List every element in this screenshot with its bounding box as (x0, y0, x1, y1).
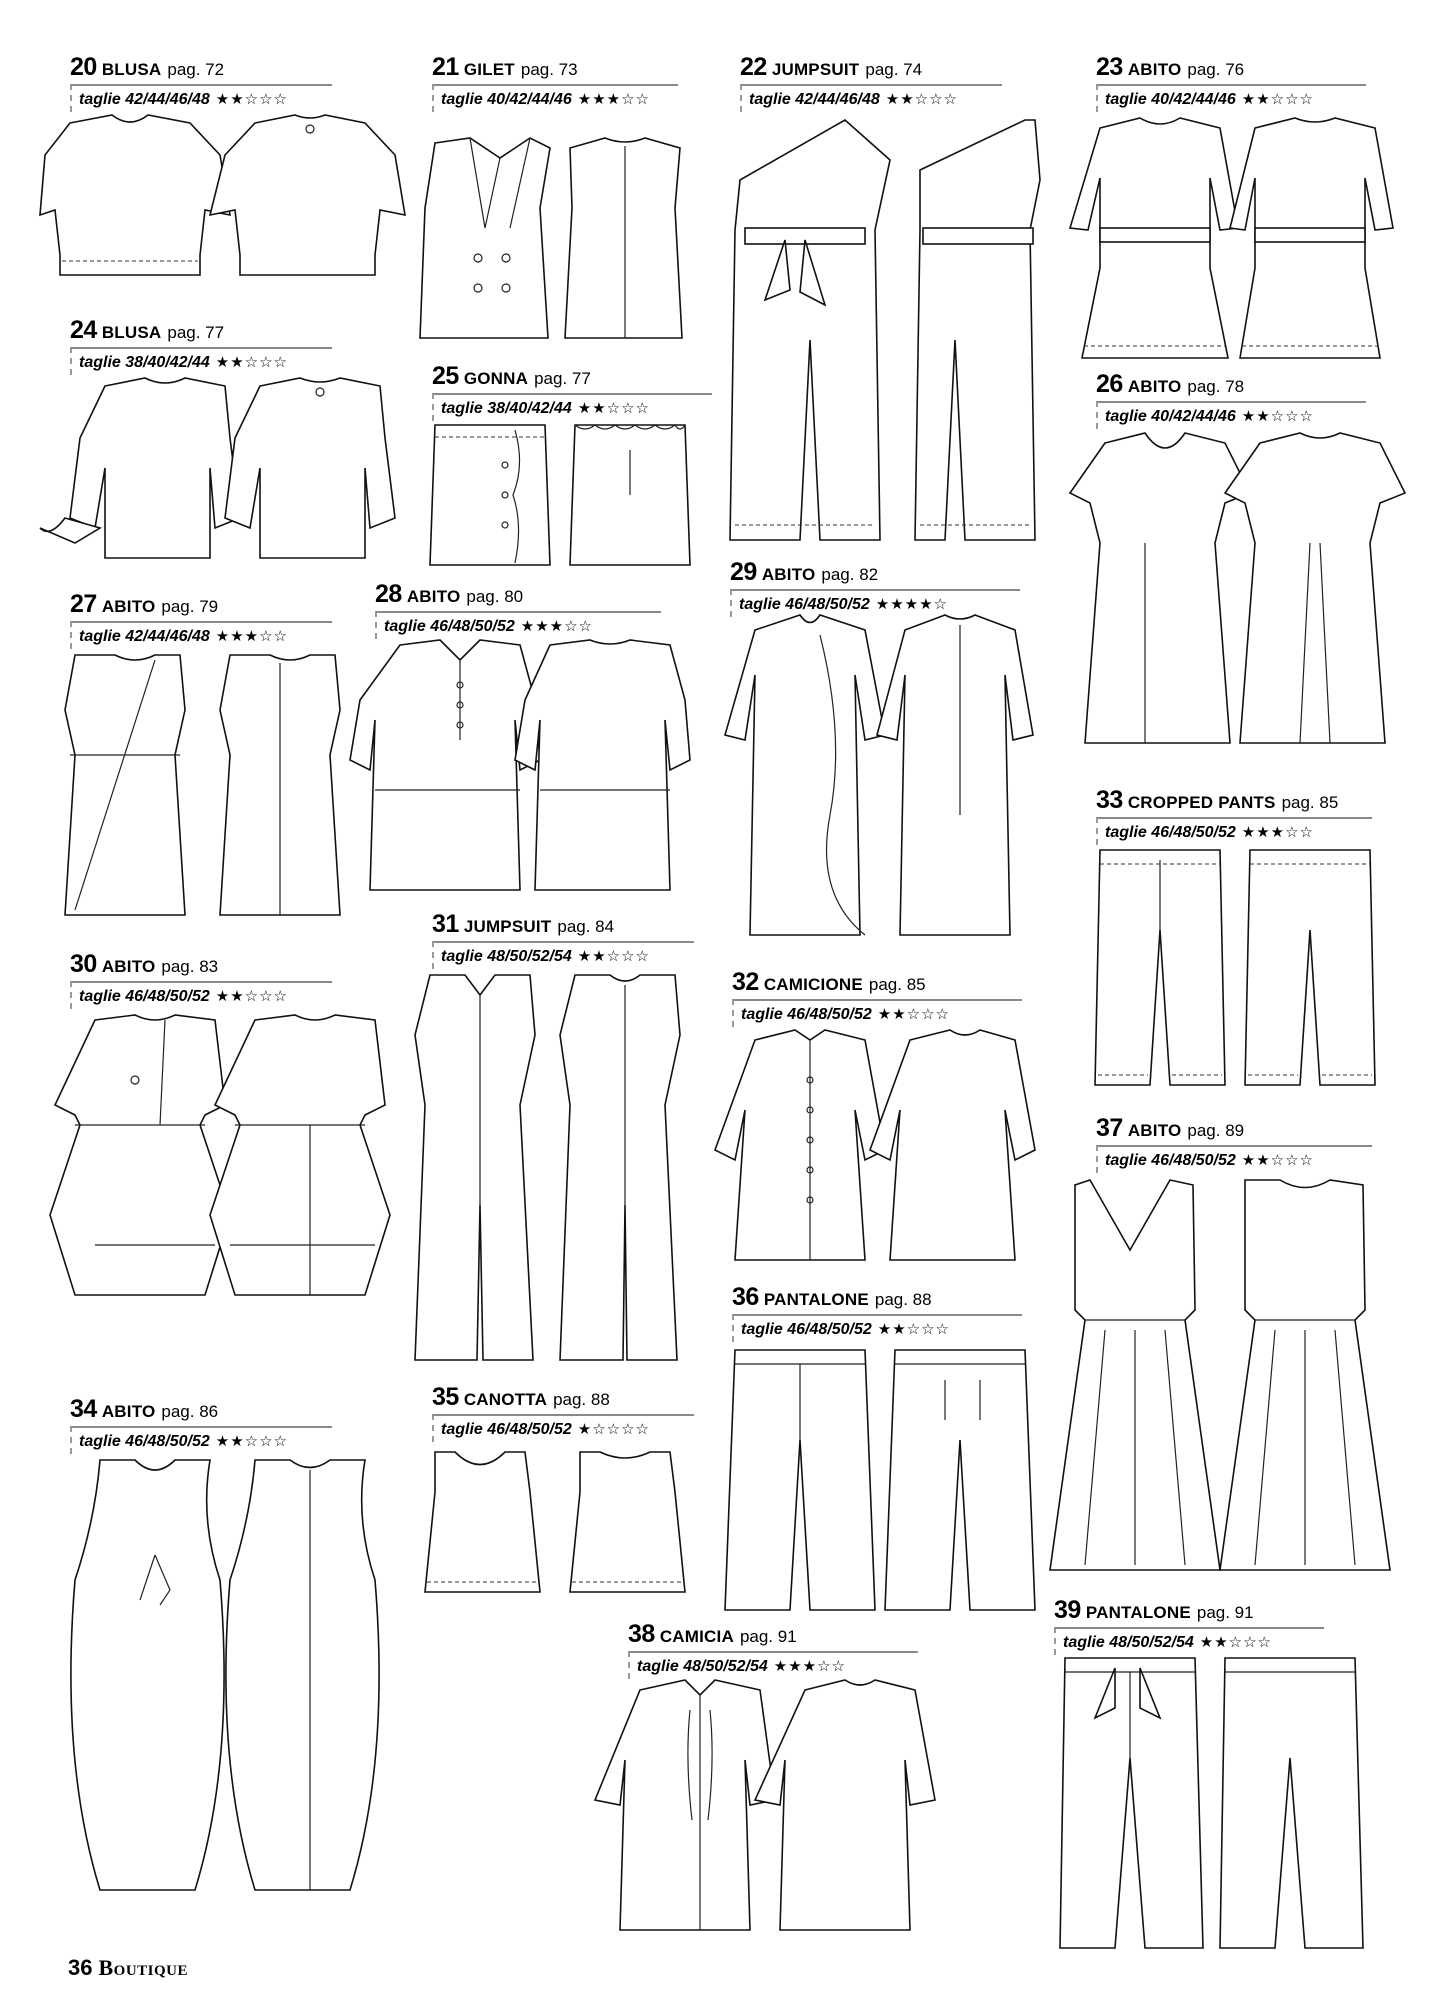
item-23: 23 ABITO pag. 76 taglie 40/42/44/46 ★★☆☆☆ (1096, 55, 1366, 112)
sketch-29-abito (715, 615, 1035, 945)
item-26: 26 ABITO pag. 78 taglie 40/42/44/46 ★★☆☆☆ (1096, 372, 1366, 429)
item-39: 39 PANTALONE pag. 91 taglie 48/50/52/54 ★★☆☆☆ (1054, 1598, 1324, 1655)
page-footer (68, 1955, 188, 1981)
sketch-37-abito (1045, 1180, 1390, 1575)
sketch-38-camicia (590, 1680, 950, 1940)
difficulty-stars: ★★★☆☆ (773, 1657, 847, 1675)
sketch-22-jumpsuit (725, 120, 1070, 540)
sketch-26-abito (1075, 433, 1405, 753)
item-24: 24 BLUSA pag. 77 taglie 38/40/42/44 ★★☆☆☆ (70, 318, 332, 375)
difficulty-stars: ★★☆☆☆ (215, 987, 289, 1005)
difficulty-stars: ★★☆☆☆ (877, 1005, 951, 1023)
item-29: 29 ABITO pag. 82 taglie 46/48/50/52 ★★★★☆ (730, 560, 1020, 617)
difficulty-stars: ★★☆☆☆ (1199, 1633, 1273, 1651)
item-35: 35 CANOTTA pag. 88 taglie 46/48/50/52 ★☆☆☆☆ (432, 1385, 694, 1442)
item-21: 21 GILET pag. 73 taglie 40/42/44/46 ★★★☆☆ (432, 55, 678, 112)
difficulty-stars: ★★☆☆☆ (577, 947, 651, 965)
item-22: 22 JUMPSUIT pag. 74 taglie 42/44/46/48 ★★☆☆☆ (740, 55, 1002, 112)
sketch-24-blusa (30, 378, 410, 568)
item-32: 32 CAMICIONE pag. 85 taglie 46/48/50/52 ★★☆☆☆ (732, 970, 1022, 1027)
sketch-39-pantalone (1055, 1658, 1385, 1958)
difficulty-stars: ★★★☆☆ (215, 627, 289, 645)
sketch-33-cropped-pants (1090, 850, 1390, 1090)
sketch-27-abito (55, 655, 355, 925)
sketch-31-jumpsuit (405, 975, 705, 1370)
difficulty-stars: ★★★☆☆ (1241, 823, 1315, 841)
difficulty-stars: ★★☆☆☆ (1241, 407, 1315, 425)
page-number: 36 (68, 1955, 93, 1980)
item-28: 28 ABITO pag. 80 taglie 46/48/50/52 ★★★☆☆ (375, 582, 661, 639)
sketch-34-abito (60, 1460, 390, 1900)
sketch-32-camicione (705, 1030, 1045, 1270)
sketch-35-canotta (415, 1452, 705, 1602)
sketch-25-gonna (425, 425, 705, 575)
difficulty-stars: ★★☆☆☆ (885, 90, 959, 108)
magazine-logo: Boutique (98, 1955, 189, 1980)
item-30: 30 ABITO pag. 83 taglie 46/48/50/52 ★★☆☆☆ (70, 952, 332, 1009)
sketch-21-gilet (410, 138, 700, 348)
item-31: 31 JUMPSUIT pag. 84 taglie 48/50/52/54 ★★☆☆☆ (432, 912, 694, 969)
sketch-28-abito (360, 640, 690, 900)
item-34: 34 ABITO pag. 86 taglie 46/48/50/52 ★★☆☆☆ (70, 1397, 332, 1454)
sketch-36-pantalone (725, 1350, 1055, 1615)
difficulty-stars: ★★☆☆☆ (577, 399, 651, 417)
item-37: 37 ABITO pag. 89 taglie 46/48/50/52 ★★☆☆☆ (1096, 1116, 1372, 1173)
difficulty-stars: ★★☆☆☆ (1241, 90, 1315, 108)
difficulty-stars: ★☆☆☆☆ (577, 1420, 651, 1438)
sketch-30-abito (55, 1015, 385, 1315)
item-25: 25 GONNA pag. 77 taglie 38/40/42/44 ★★☆☆☆ (432, 364, 712, 421)
difficulty-stars: ★★☆☆☆ (1241, 1151, 1315, 1169)
difficulty-stars: ★★☆☆☆ (215, 90, 289, 108)
difficulty-stars: ★★★☆☆ (577, 90, 651, 108)
item-27: 27 ABITO pag. 79 taglie 42/44/46/48 ★★★☆☆ (70, 592, 332, 649)
sketch-23-abito (1060, 118, 1400, 358)
difficulty-stars: ★★★★☆ (875, 595, 949, 613)
item-33: 33 CROPPED PANTS pag. 85 taglie 46/48/50/52 ★★★☆☆ (1096, 788, 1372, 845)
sketch-20-blusa (40, 115, 410, 290)
difficulty-stars: ★★☆☆☆ (215, 353, 289, 371)
item-36: 36 PANTALONE pag. 88 taglie 46/48/50/52 ★★☆☆☆ (732, 1285, 1022, 1342)
item-20: 20 BLUSA pag. 72 taglie 42/44/46/48 ★★☆☆☆ (70, 55, 332, 112)
difficulty-stars: ★★☆☆☆ (215, 1432, 289, 1450)
difficulty-stars: ★★☆☆☆ (877, 1320, 951, 1338)
item-38: 38 CAMICIA pag. 91 taglie 48/50/52/54 ★★★☆☆ (628, 1622, 918, 1679)
difficulty-stars: ★★★☆☆ (520, 617, 594, 635)
